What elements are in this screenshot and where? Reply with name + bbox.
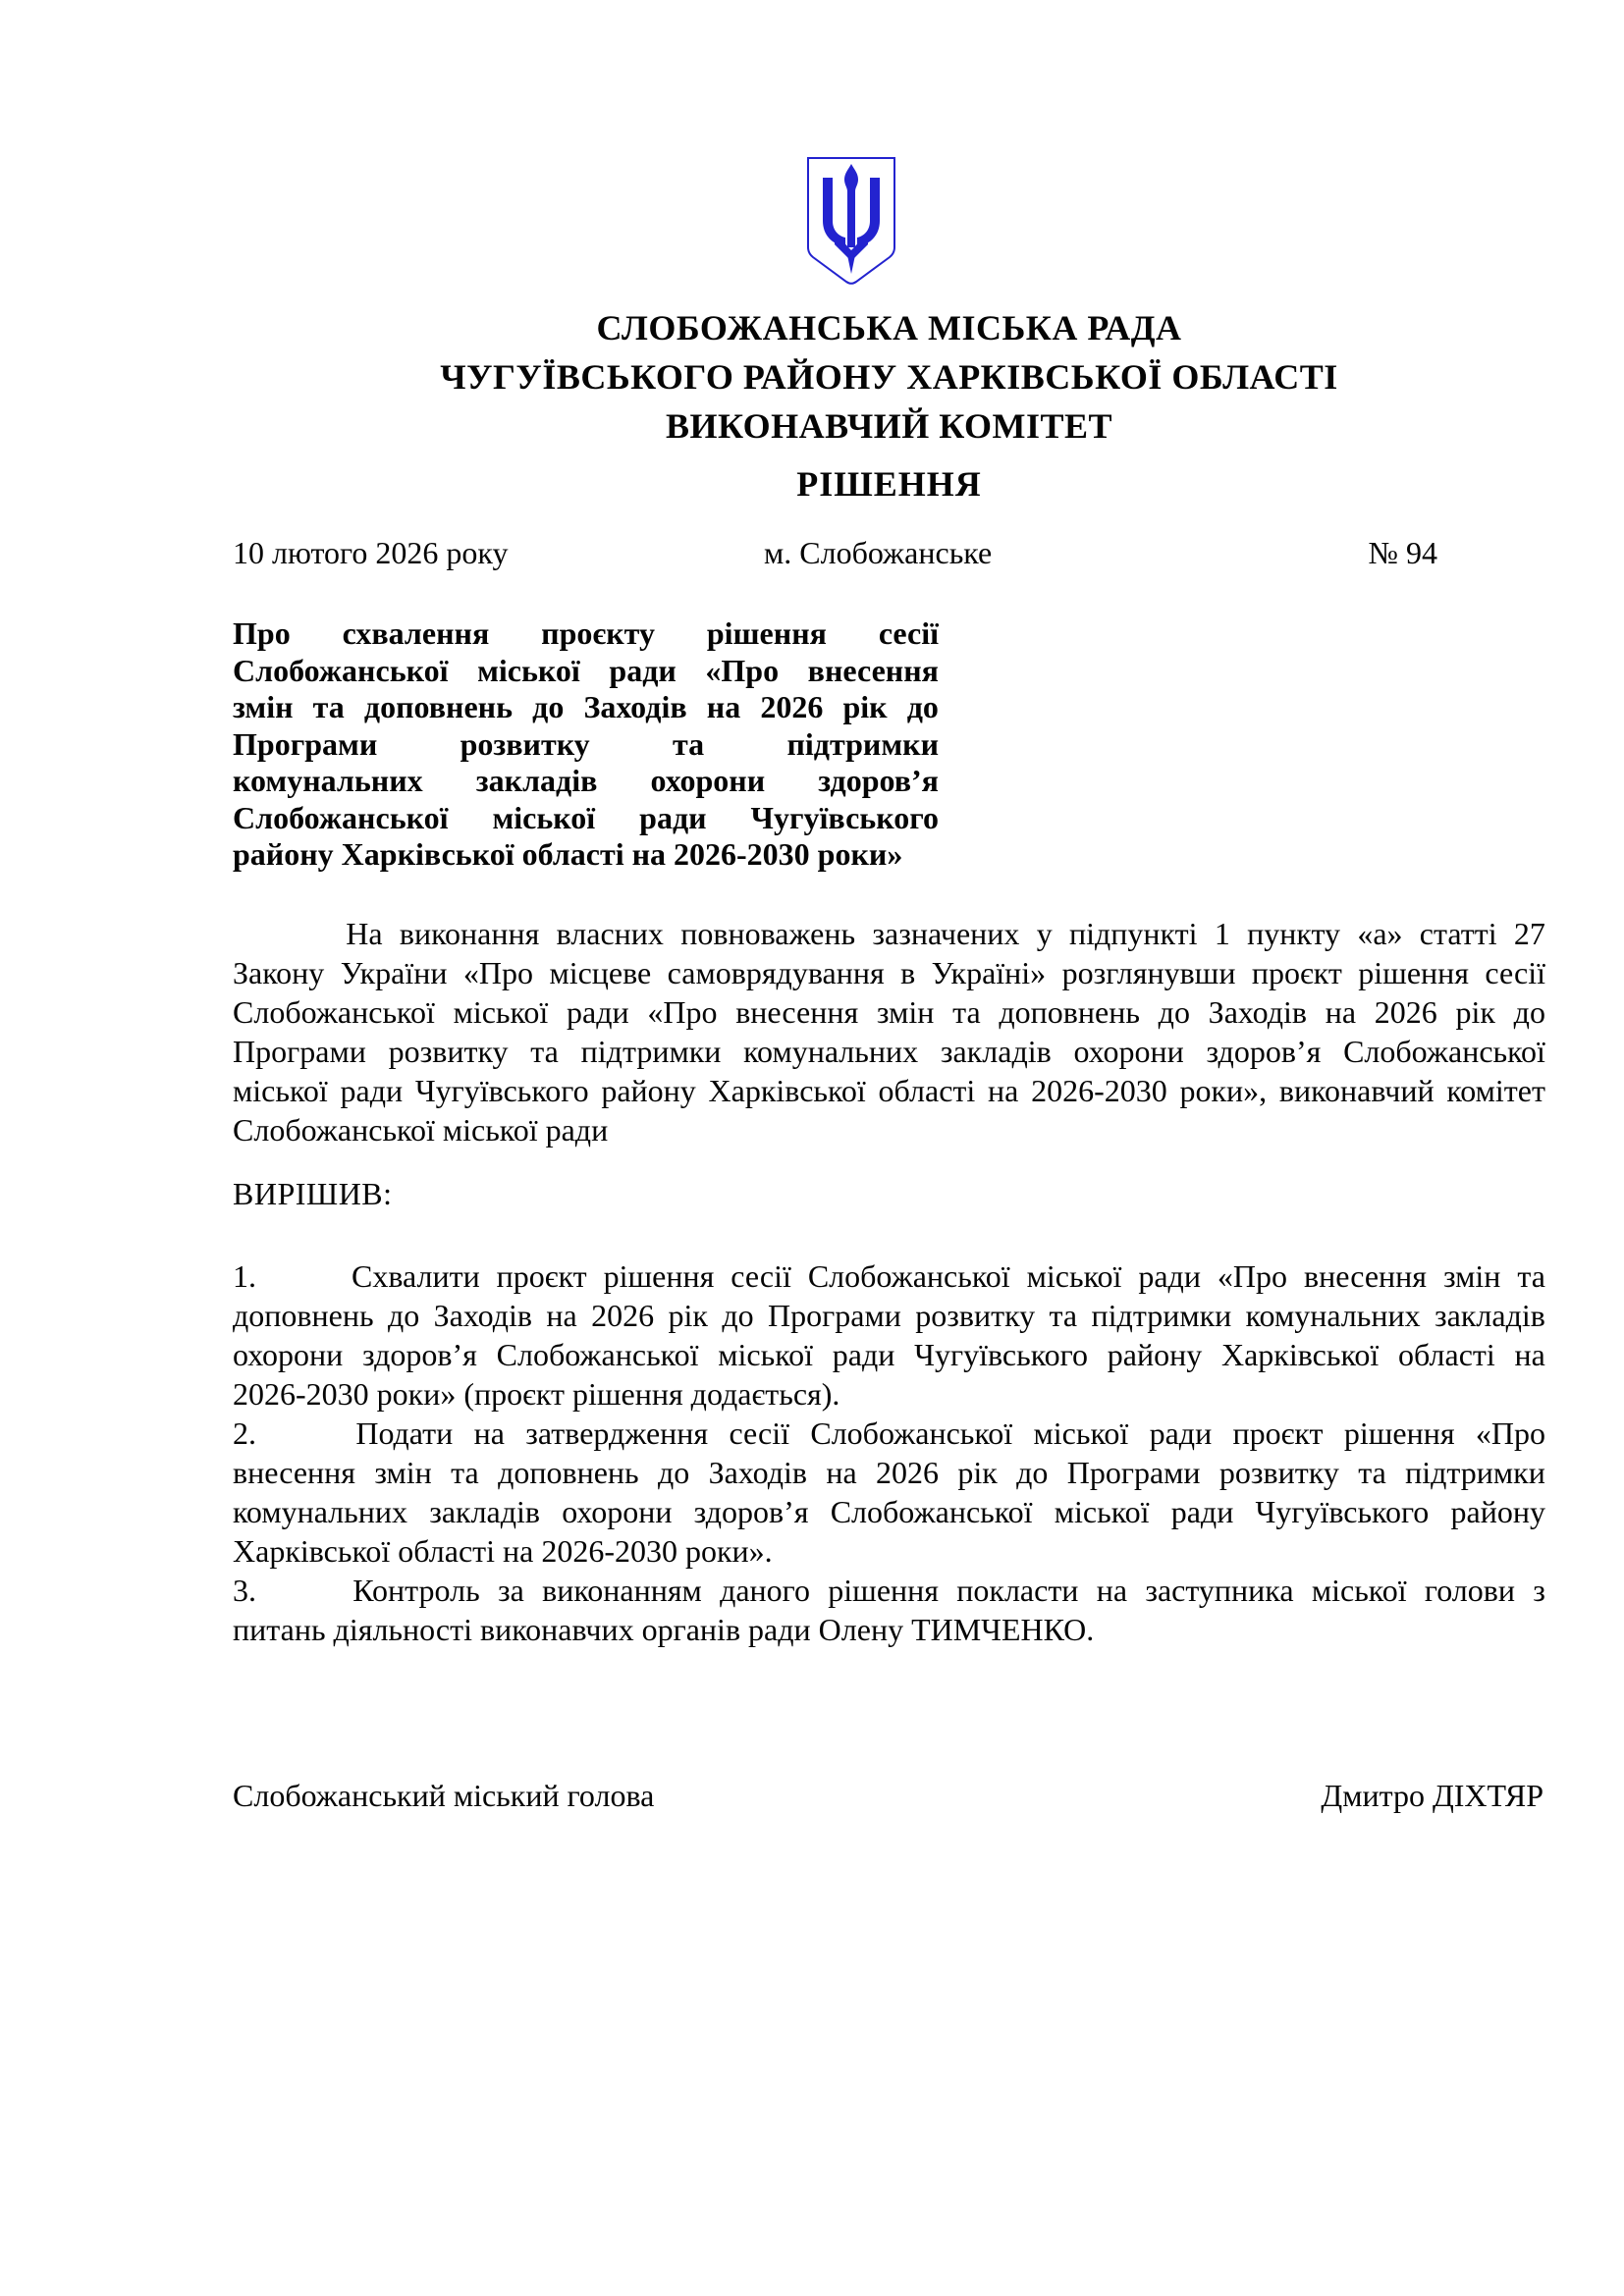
text-line: На виконання власних повноважень зазначених у підпункті 1 пункту «а» статті 27 bbox=[346, 916, 1545, 951]
text-line: комунальних закладів охорони здоров’я bbox=[233, 763, 939, 798]
text-line: охорони здоров’я Слобожанської міської ради Чугуївського району Харківської області на bbox=[233, 1337, 1545, 1372]
text-line: Про схвалення проєкту рішення сесії bbox=[233, 615, 939, 651]
trident-icon bbox=[805, 155, 897, 287]
text-line: Програми розвитку та підтримки комунальних закладів охорони здоров’я Слобожанської bbox=[233, 1034, 1545, 1069]
resolution-item-2 bbox=[233, 1414, 1545, 1571]
text-line: змін та доповнень до Заходів на 2026 рік до bbox=[233, 689, 939, 724]
issuing-authority-header bbox=[233, 303, 1545, 451]
text-line: комунальних закладів охорони здоров’я Слобожанської міської ради Чугуївського району bbox=[233, 1494, 1545, 1529]
resolution-item-1 bbox=[233, 1256, 1545, 1414]
resolution-item-3 bbox=[233, 1571, 1545, 1649]
text-line: Слобожанської міської ради «Про внесення змін та доповнень до Заходів на 2026 рік до bbox=[233, 994, 1545, 1030]
ukraine-coat-of-arms bbox=[805, 155, 897, 287]
signature-row bbox=[233, 1776, 1545, 1815]
signer-name: Дмитро ДІХТЯР bbox=[1321, 1778, 1543, 1813]
preamble-paragraph bbox=[233, 914, 1545, 1149]
authority-name: СЛОБОЖАНСЬКА МІСЬКА РАДА bbox=[596, 308, 1182, 347]
document-type-title: РІШЕННЯ bbox=[796, 464, 982, 504]
document-date: 10 лютого 2026 року bbox=[233, 535, 509, 570]
authority-district: ЧУГУЇВСЬКОГО РАЙОНУ ХАРКІВСЬКОЇ ОБЛАСТІ bbox=[440, 357, 1338, 397]
text-line: Закону України «Про місцеве самоврядування в Україні» розглянувши проєкт рішення сесії bbox=[233, 955, 1545, 990]
text-line: Програми розвитку та підтримки bbox=[233, 725, 939, 762]
authority-body: ВИКОНАВЧИЙ КОМІТЕТ bbox=[665, 406, 1113, 446]
text-line: 2. Подати на затвердження сесії Слобожанської міської ради проєкт рішення «Про bbox=[233, 1415, 1545, 1451]
text-line: доповнень до Заходів на 2026 рік до Програми розвитку та підтримки комунальних закладів bbox=[233, 1298, 1545, 1333]
text-line: 1. Схвалити проєкт рішення сесії Слобожанської міської ради «Про внесення змін та bbox=[233, 1258, 1545, 1294]
document-place: м. Слобожанське bbox=[764, 535, 993, 570]
signer-title: Слобожанський міський голова bbox=[233, 1778, 655, 1813]
document-number: № 94 bbox=[1368, 535, 1437, 570]
document-meta-row bbox=[233, 533, 1545, 572]
text-line: питань діяльності виконавчих органів ради Олену ТИМЧЕНКО. bbox=[233, 1612, 1095, 1647]
text-line: Слобожанської міської ради «Про внесення bbox=[233, 652, 939, 688]
text-line: 3. Контроль за виконанням даного рішення покласти на заступника міської голови з bbox=[233, 1573, 1545, 1608]
text-line: району Харківської області на 2026-2030 роки» bbox=[233, 836, 903, 872]
subject-paragraph bbox=[233, 615, 939, 874]
text-line: Харківської області на 2026-2030 роки». bbox=[233, 1533, 773, 1569]
text-line: внесення змін та доповнень до Заходів на 2026 рік до Програми розвитку та підтримки bbox=[233, 1455, 1545, 1490]
text-line: 2026-2030 роки» (проєкт рішення додається). bbox=[233, 1376, 840, 1412]
resolved-label: ВИРІШИВ: bbox=[233, 1176, 393, 1211]
text-line: Слобожанської міської ради bbox=[233, 1112, 609, 1148]
text-line: Слобожанської міської ради Чугуївського bbox=[233, 799, 939, 835]
text-line: міської ради Чугуївського району Харківської області на 2026-2030 роки», виконавчий комітет bbox=[233, 1073, 1545, 1108]
